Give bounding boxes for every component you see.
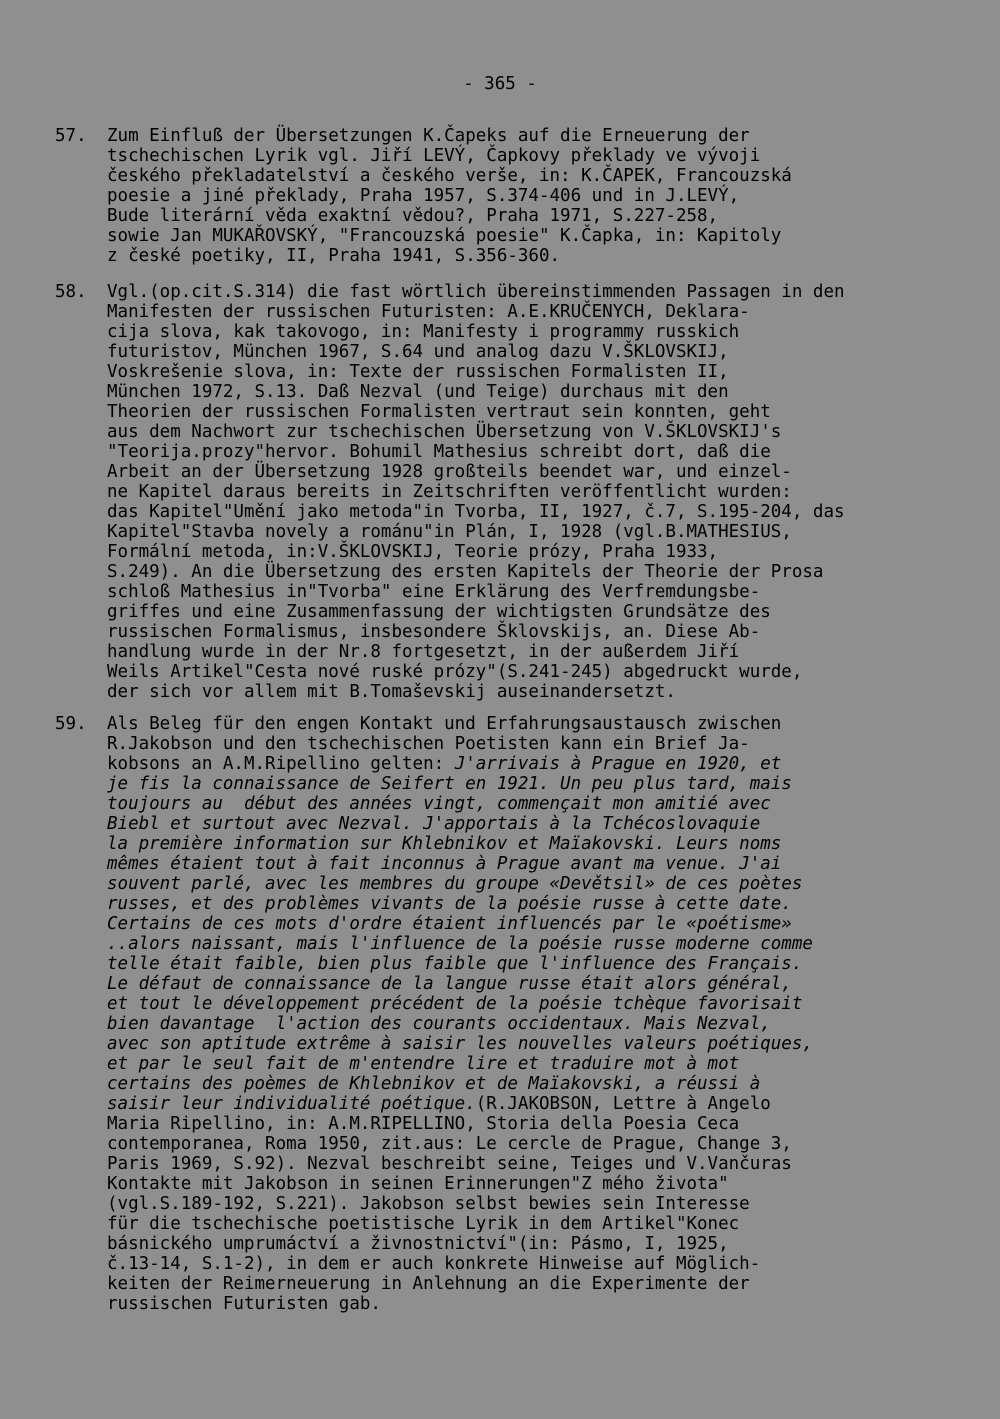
line-text: russischen Futuristen gab. [107, 1294, 381, 1314]
line-text: poesie a jiné překlady, Praha 1957, S.374-406 und in J.LEVÝ, [107, 186, 740, 206]
text-line [107, 874, 957, 894]
text-line [107, 462, 957, 482]
text-line [107, 246, 957, 266]
quoted-french-text: et par le seul fait de m'entendre lire et traduire mot à mot [107, 1054, 740, 1074]
line-text: č.13-14, S.1-2), in dem er auch konkrete Hinweise auf Möglich- [107, 1254, 761, 1274]
text-line [107, 1094, 957, 1114]
text-line [107, 754, 957, 774]
line-text: (vgl.S.189-192, S.221). Jakobson selbst bewies sein Interesse [107, 1194, 750, 1214]
footnote-body [107, 282, 957, 702]
quoted-french-text: la première information sur Khlebnikov et Maïakovski. Leurs noms [107, 834, 782, 854]
text-line [107, 854, 957, 874]
text-line [107, 1214, 957, 1234]
text-line [107, 934, 957, 954]
line-text: Zum Einfluß der Übersetzungen K.Čapeks auf die Erneuerung der [107, 126, 750, 146]
footnote-body [107, 126, 957, 266]
quoted-french-text: certains des poèmes de Khlebnikov et de Maïakovski, a réussi à [107, 1074, 761, 1094]
footnote-body [107, 714, 957, 1314]
text-line [107, 502, 957, 522]
text-line [107, 126, 957, 146]
line-text: Manifesten der russischen Futuristen: A.E.KRUČENYCH, Deklara- [107, 302, 750, 322]
quoted-french-text: bien davantage l'action des courants occidentaux. Mais Nezval, [107, 1014, 771, 1034]
line-text: ne Kapitel daraus bereits in Zeitschriften veröffentlicht wurden: [107, 482, 792, 502]
footnote-number: 59. [55, 714, 87, 734]
line-text: Als Beleg für den engen Kontakt und Erfahrungsaustausch zwischen [107, 714, 782, 734]
quoted-french-text: Le défaut de connaissance de la langue russe était alors général, [107, 974, 792, 994]
line-text: Paris 1969, S.92). Nezval beschreibt seine, Teiges und V.Vančuras [107, 1154, 792, 1174]
quoted-french-text: je fis la connaissance de Seifert en 1921. Un peu plus tard, mais [107, 774, 792, 794]
text-line [107, 442, 957, 462]
text-line [107, 682, 957, 702]
quoted-french-text: Biebl et surtout avec Nezval. J'apportais à la Tchécoslovaquie [107, 814, 761, 834]
text-line [107, 1294, 957, 1314]
text-line [107, 146, 957, 166]
text-line [107, 362, 957, 382]
text-line [107, 1254, 957, 1274]
line-text: Formální metoda, in:V.ŠKLOVSKIJ, Teorie prózy, Praha 1933, [107, 542, 719, 562]
line-text: sowie Jan MUKAŘOVSKÝ, "Francouzská poesie" K.Čapka, in: Kapitoly [107, 226, 782, 246]
text-line [107, 166, 957, 186]
line-text: "Teorija.prozy"hervor. Bohumil Mathesius schreibt dort, daß die [107, 442, 771, 462]
page-number: - 365 - [463, 74, 537, 94]
line-text: Weils Artikel"Cesta nové ruské prózy"(S.241-245) abgedruckt wurde, [107, 662, 803, 682]
quoted-french-text: Certains de ces mots d'ordre étaient influencés par le «poétisme» [107, 914, 792, 934]
line-text: Theorien der russischen Formalisten vertraut sein konnten, geht [107, 402, 771, 422]
line-text: für die tschechische poetistische Lyrik in dem Artikel"Konec [107, 1214, 740, 1234]
text-line [107, 302, 957, 322]
text-line [107, 282, 957, 302]
text-line [107, 206, 957, 226]
line-text: Voskrešenie slova, in: Texte der russischen Formalisten II, [107, 362, 729, 382]
line-text: tschechischen Lyrik vgl. Jiří LEVÝ, Čapkovy překlady ve vývoji [107, 146, 761, 166]
text-line [107, 662, 957, 682]
text-line [107, 1274, 957, 1294]
line-text: contemporanea, Roma 1950, zit.aus: Le cercle de Prague, Change 3, [107, 1134, 792, 1154]
line-text: českého překladatelství a českého verše, in: K.ČAPEK, Francouzská [107, 166, 792, 186]
footnote-number: 58. [55, 282, 87, 302]
line-text: S.249). An die Übersetzung des ersten Kapitels der Theorie der Prosa [107, 562, 824, 582]
text-line [107, 402, 957, 422]
quoted-french-text: saisir leur individualité poétique. [107, 1094, 476, 1114]
quoted-french-text: mêmes étaient tout à fait inconnus à Prague avant ma venue. J'ai [107, 854, 782, 874]
text-line [107, 582, 957, 602]
line-text: Arbeit an der Übersetzung 1928 großteils beendet war, und einzel- [107, 462, 792, 482]
text-line [107, 794, 957, 814]
text-line [107, 186, 957, 206]
text-line [107, 1174, 957, 1194]
line-text: das Kapitel"Umění jako metoda"in Tvorba, II, 1927, č.7, S.195-204, das [107, 502, 845, 522]
text-line [107, 994, 957, 1014]
quoted-french-text: souvent parlé, avec les membres du groupe «Devětsil» de ces poètes [107, 874, 803, 894]
text-line [107, 774, 957, 794]
text-line [107, 1074, 957, 1094]
text-line [107, 1054, 957, 1074]
line-text: Maria Ripellino, in: A.M.RIPELLINO, Storia della Poesia Ceca [107, 1114, 740, 1134]
line-text: Vgl.(op.cit.S.314) die fast wörtlich übereinstimmenden Passagen in den [107, 282, 845, 302]
line-text: russischen Formalismus, insbesondere Šklovskijs, an. Diese Ab- [107, 622, 761, 642]
line-text: kobsons an A.M.Ripellino gelten: [107, 754, 455, 774]
text-line [107, 834, 957, 854]
quoted-french-text: toujours au début des années vingt, commençait mon amitié avec [107, 794, 771, 814]
text-line [107, 542, 957, 562]
text-line [107, 954, 957, 974]
text-line [107, 1114, 957, 1134]
text-line [107, 602, 957, 622]
quoted-french-text: J'arrivais à Prague en 1920, et [454, 754, 782, 774]
text-line [107, 814, 957, 834]
line-text: Bude literární věda exaktní vědou?, Praha 1971, S.227-258, [107, 206, 719, 226]
text-line [107, 1014, 957, 1034]
text-line [107, 522, 957, 542]
text-line [107, 1154, 957, 1174]
line-text: básnického umprumáctví a živnostnictví"(in: Pásmo, I, 1925, [107, 1234, 729, 1254]
text-line [107, 322, 957, 342]
text-line [107, 342, 957, 362]
quoted-french-text: ..alors naissant, mais l'influence de la poésie russe moderne comme [107, 934, 813, 954]
text-line [107, 226, 957, 246]
quoted-french-text: avec son aptitude extrême à saisir les nouvelles valeurs poétiques, [107, 1034, 813, 1054]
quoted-french-text: telle était faible, bien plus faible que l'influence des Français. [107, 954, 803, 974]
text-line [107, 562, 957, 582]
text-line [107, 422, 957, 442]
quoted-french-text: russes, et des problèmes vivants de la poésie russe à cette date. [107, 894, 792, 914]
text-line [107, 914, 957, 934]
line-text: R.Jakobson und den tschechischen Poetisten kann ein Brief Ja- [107, 734, 750, 754]
text-line [107, 482, 957, 502]
line-text: cija slova, kak takovogo, in: Manifesty i programmy russkich [107, 322, 740, 342]
line-text: keiten der Reimerneuerung in Anlehnung an die Experimente der [107, 1274, 750, 1294]
text-line [107, 1234, 957, 1254]
line-text: handlung wurde in der Nr.8 fortgesetzt, in der außerdem Jiří [107, 642, 740, 662]
text-line [107, 382, 957, 402]
text-line [107, 714, 957, 734]
line-text: futuristov, München 1967, S.64 und analog dazu V.ŠKLOVSKIJ, [107, 342, 729, 362]
text-line [107, 642, 957, 662]
text-line [107, 894, 957, 914]
line-text: Kontakte mit Jakobson in seinen Erinnerungen"Z mého života" [107, 1174, 729, 1194]
text-line [107, 1034, 957, 1054]
text-line [107, 974, 957, 994]
line-text-after: (R.JAKOBSON, Lettre à Angelo [475, 1094, 771, 1114]
line-text: z české poetiky, II, Praha 1941, S.356-360. [107, 246, 561, 266]
text-line [107, 1194, 957, 1214]
line-text: der sich vor allem mit B.Tomaševskij auseinandersetzt. [107, 682, 676, 702]
text-line [107, 734, 957, 754]
line-text: griffes und eine Zusammenfassung der wichtigsten Grundsätze des [107, 602, 771, 622]
line-text: schloß Mathesius in"Tvorba" eine Erklärung des Verfremdungsbe- [107, 582, 761, 602]
text-line [107, 622, 957, 642]
line-text: München 1972, S.13. Daß Nezval (und Teige) durchaus mit den [107, 382, 729, 402]
footnote-number: 57. [55, 126, 87, 146]
line-text: Kapitel"Stavba novely a románu"in Plán, I, 1928 (vgl.B.MATHESIUS, [107, 522, 792, 542]
quoted-french-text: et tout le développement précédent de la poésie tchèque favorisait [107, 994, 803, 1014]
text-line [107, 1134, 957, 1154]
line-text: aus dem Nachwort zur tschechischen Übersetzung von V.ŠKLOVSKIJ's [107, 422, 782, 442]
